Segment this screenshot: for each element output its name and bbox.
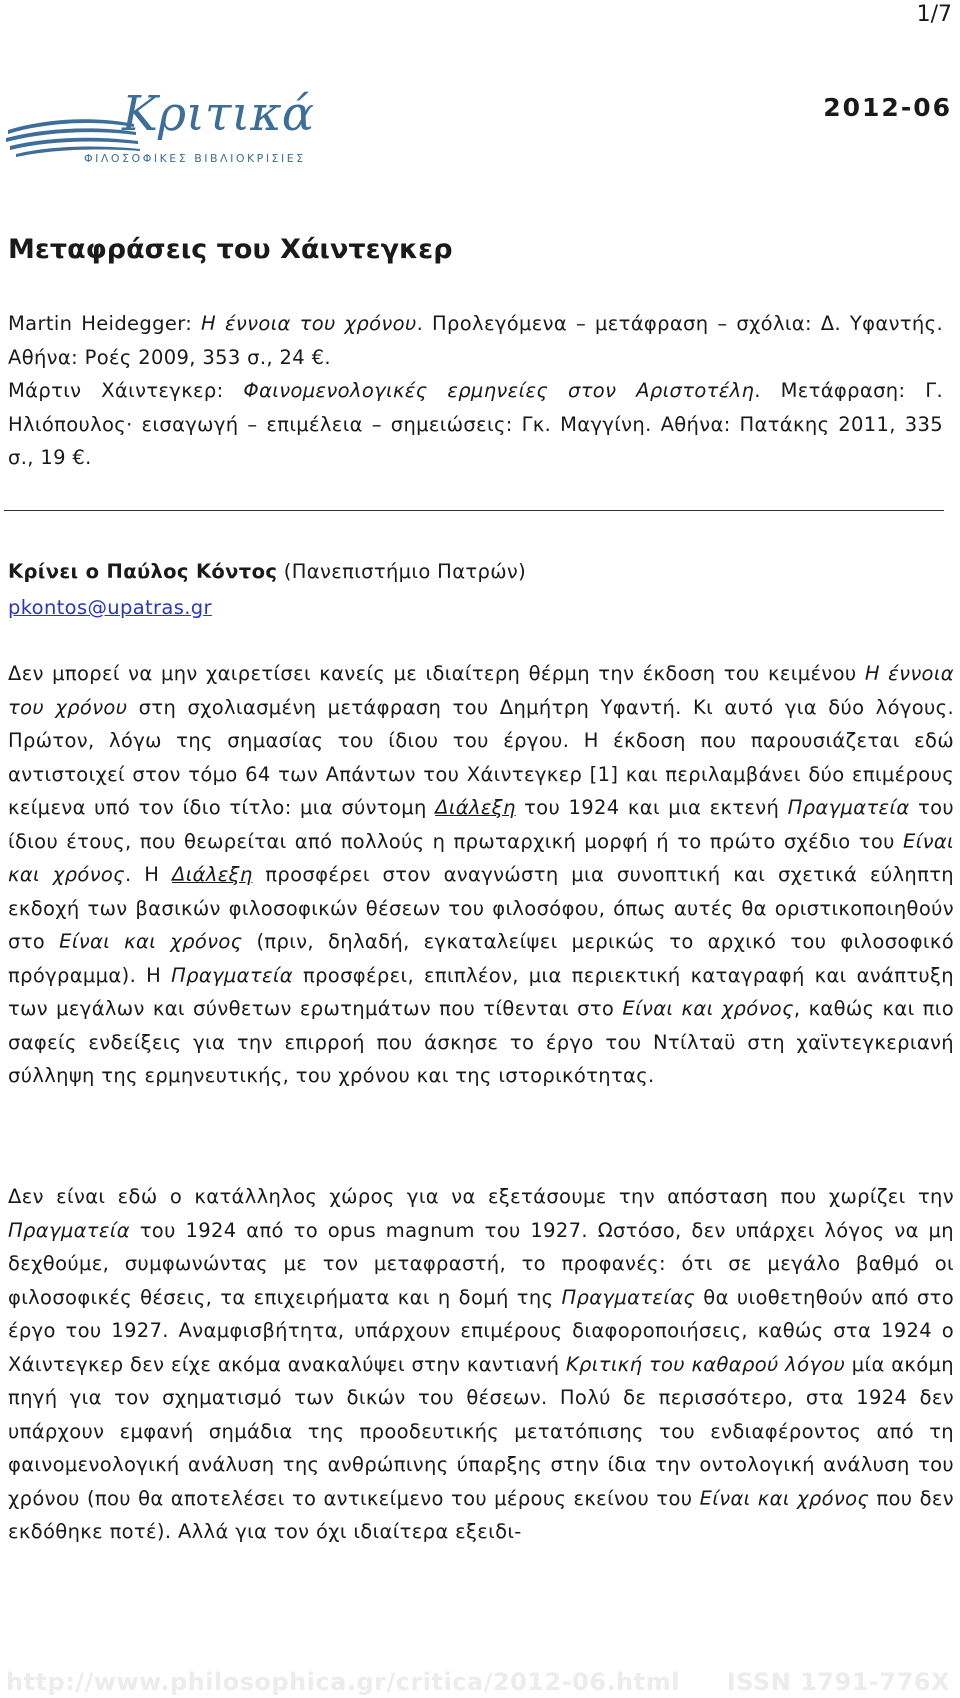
- page-number: 1/7: [916, 2, 952, 27]
- reviewer-line: [8, 555, 526, 589]
- bibliography-entry-1: Martin Heidegger: Η έννοια του χρόνου. Προλεγόμενα – μετάφραση – σχόλια: Δ. Υφαντής. Αθήνα: Ροές 2009, 353 σ., 24 €.: [8, 312, 943, 369]
- article-title: Μεταφράσεις του Χάιντεγκερ: [8, 234, 453, 265]
- footer-url[interactable]: http://www.philosophica.gr/critica/2012-06.html: [6, 1668, 680, 1696]
- svg-text:Κριτικά: Κριτικά: [122, 86, 315, 142]
- issue-date: 2012-06: [823, 93, 952, 122]
- reviewer-affiliation: (Πανεπιστήμιο Πατρών): [277, 560, 527, 583]
- body-paragraph-1: Δεν μπορεί να μην χαιρετίσει κανείς με ιδιαίτερη θέρμη την έκδοση του κειμένου Η έννοια του χρόνου στη σχολιασμένη μετάφραση του Δημήτρη Υφαντή. Κι αυτό για δύο λόγους. Πρώτον, λόγω της σημασίας του ίδιου του έργου. Η έκδοση που παρουσιάζεται εδώ αντιστοιχεί στον τόμο 64 των Απάντων του Χάιντεγκερ [1] και περιλαμβάνει δύο επιμέρους κείμενα υπό τον ίδιο τίτλο: μια σύντομη Διάλεξη του 1924 και μια εκτενή Πραγματεία του ίδιου έτους, που θεωρείται από πολλούς η πρωταρχική μορφή ή το πρώτο σχέδιο του Είναι και χρόνος. Η Διάλεξη προσφέρει στον αναγνώστη μια συνοπτική και σχετικά εύληπτη εκδοχή των βασικών φιλοσοφικών θέσεων του φιλοσόφου, όπως αυτές θα οριστικοποιηθούν στο Είναι και χρόνος (πριν, δηλαδή, εγκαταλείψει μερικώς το αρχικό του φιλοσοφικό πρόγραμμα). Η Πραγματεία προσφέρει, επιπλέον, μια περιεκτική καταγραφή και ανάπτυξη των μεγάλων και σύνθετων ερωτημάτων που τίθενται στο Είναι και χρόνος, καθώς και πιο σαφείς ενδείξεις για την επιρροή που άσκησε το έργο του Ντίλταϋ στη χαϊντεγκεριανή σύλληψη της ερμηνευτικής, του χρόνου και της ιστορικότητας.: [8, 662, 955, 1087]
- kritika-logo: [6, 80, 328, 166]
- body-paragraph-2: Δεν είναι εδώ ο κατάλληλος χώρος για να εξετάσουμε την απόσταση που χωρίζει την Πραγματεία του 1924 από το opus magnum του 1927. Ωστόσο, δεν υπάρχει λόγος να μη δεχθούμε, συμφωνώντας με τον μεταφραστή, το προφανές: ότι σε μεγάλο βαθμό οι φιλοσοφικές θέσεις, τα επιχειρήματα και η δομή της Πραγματείας θα υιοθετηθούν από στο έργο του 1927. Αναμφισβήτητα, υπάρχουν επιμέρους διαφοροποιήσεις, καθώς στα 1924 ο Χάιντεγκερ δεν είχε ακόμα ανακαλύψει στην καντιανή Κριτική του καθαρού λόγου μία ακόμη πηγή για τον σχηματισμό των δικών του θέσεων. Πολύ δε περισσότερο, στα 1924 δεν υπάρχουν εμφανή σημάδια της προοδευτικής μετατόπισης του ενδιαφέροντος από τη φαινομενολογική ανάλυση της ανθρώπινης ύπαρξης στην ίδια την οντολογική ανάλυση του χρόνου (που θα αποτελέσει το αντικείμενο του μέρους εκείνου του Είναι και χρόνος που δεν εκδόθηκε ποτέ). Αλλά για τον όχι ιδιαίτερα εξειδι-: [8, 1185, 955, 1543]
- divider: [4, 510, 944, 511]
- bibliography-entry-2: Μάρτιν Χάιντεγκερ: Φαινομενολογικές ερμηνείες στον Αριστοτέλη. Μετάφραση: Γ. Ηλιόπουλος· εισαγωγή – επιμέλεια – σημειώσεις: Γκ. Μαγγίνη. Αθήνα: Πατάκης 2011, 335 σ., 19 €.: [8, 379, 944, 469]
- reviewer-name: Κρίνει ο Παύλος Κόντος: [8, 560, 278, 583]
- svg-text:ΦΙΛΟΣΟΦΙΚΕΣ ΒΙΒΛΙΟΚΡΙΣΙΕΣ: ΦΙΛΟΣΟΦΙΚΕΣ ΒΙΒΛΙΟΚΡΙΣΙΕΣ: [84, 152, 306, 165]
- footer-issn: ISSN 1791-776X: [726, 1668, 950, 1696]
- reviewer-email-link[interactable]: pkontos@upatras.gr: [8, 596, 212, 619]
- bibliography: [8, 307, 943, 475]
